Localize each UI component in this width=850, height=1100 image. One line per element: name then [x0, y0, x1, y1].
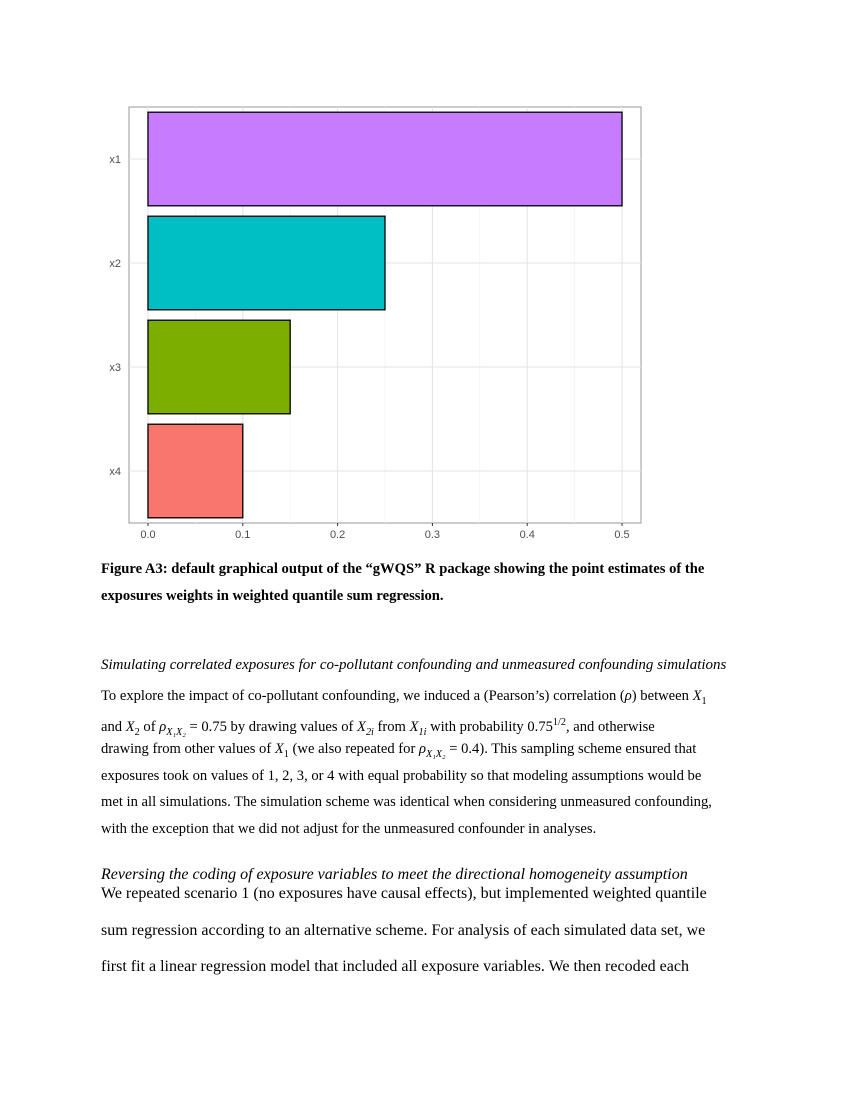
para2-line-2: sum regression according to an alternative scheme. For analysis of each simulated data set, we — [101, 921, 706, 939]
section-title-reversing-coding: Reversing the coding of exposure variables to meet the directional homogeneity assumption — [101, 866, 688, 883]
x-tick-label: 0.4 — [519, 529, 535, 541]
caption-line-1: Figure A3: default graphical output of the “gWQS” R package showing the point estimates of the — [101, 561, 705, 577]
para1-line-1: To explore the impact of co-pollutant confounding, we induced a (Pearson’s) correlation (ρ) between $X_1$ — [101, 688, 707, 707]
bar-x3 — [148, 320, 290, 414]
bar-x4 — [148, 424, 243, 518]
y-tick-label-x2: x2 — [109, 258, 121, 270]
x-tick-label: 0.5 — [614, 529, 630, 541]
bar-x1 — [148, 112, 622, 206]
paragraph-correlated-exposures — [101, 683, 751, 842]
y-tick-label-x4: x4 — [109, 466, 121, 478]
section-title-correlated-exposures: Simulating correlated exposures for co-pollutant confounding and unmeasured confounding simulations — [101, 657, 727, 673]
para1-line-4: exposures took on values of 1, 2, 3, or 4 with equal probability so that modeling assumptions would be — [101, 767, 702, 784]
x-tick-label: 0.1 — [235, 529, 251, 541]
y-tick-label-x1: x1 — [109, 154, 121, 166]
para1-line-6: with the exception that we did not adjust for the unmeasured confounder in analyses. — [101, 820, 597, 837]
caption-line-2: exposures weights in weighted quantile sum regression. — [101, 588, 444, 604]
para1-line-2: and $X_2$ of $\rho_{X_1X_2} = 0.75$ by drawing values of $X_{2i}$ from $X_{1i}$ with probability $0.75^{1/2}$, and otherwise — [101, 716, 655, 738]
para2-line-3: first fit a linear regression model that included all exposure variables. We then recoded each — [101, 958, 689, 975]
x-tick-label: 0.3 — [424, 529, 441, 541]
weights-bar-chart — [0, 0, 850, 545]
para1-line-3: drawing from other values of $X_1$ (we also repeated for $\rho_{X_1X_2} = 0.4$). This sampling scheme ensured that — [101, 741, 697, 760]
x-tick-label: 0.0 — [140, 529, 156, 541]
para2-line-1: We repeated scenario 1 (no exposures have causal effects), but implemented weighted quantile — [101, 885, 707, 902]
para1-line-5: met in all simulations. The simulation scheme was identical when considering unmeasured confounding, — [101, 794, 712, 810]
x-tick-label: 0.2 — [329, 529, 346, 541]
y-tick-label-x3: x3 — [109, 362, 121, 374]
y-tick-labels — [109, 154, 121, 478]
x-tick-marks — [140, 523, 629, 541]
bar-x2 — [148, 216, 385, 310]
figure-caption — [101, 556, 751, 610]
paragraph-reversing-coding — [101, 876, 751, 986]
